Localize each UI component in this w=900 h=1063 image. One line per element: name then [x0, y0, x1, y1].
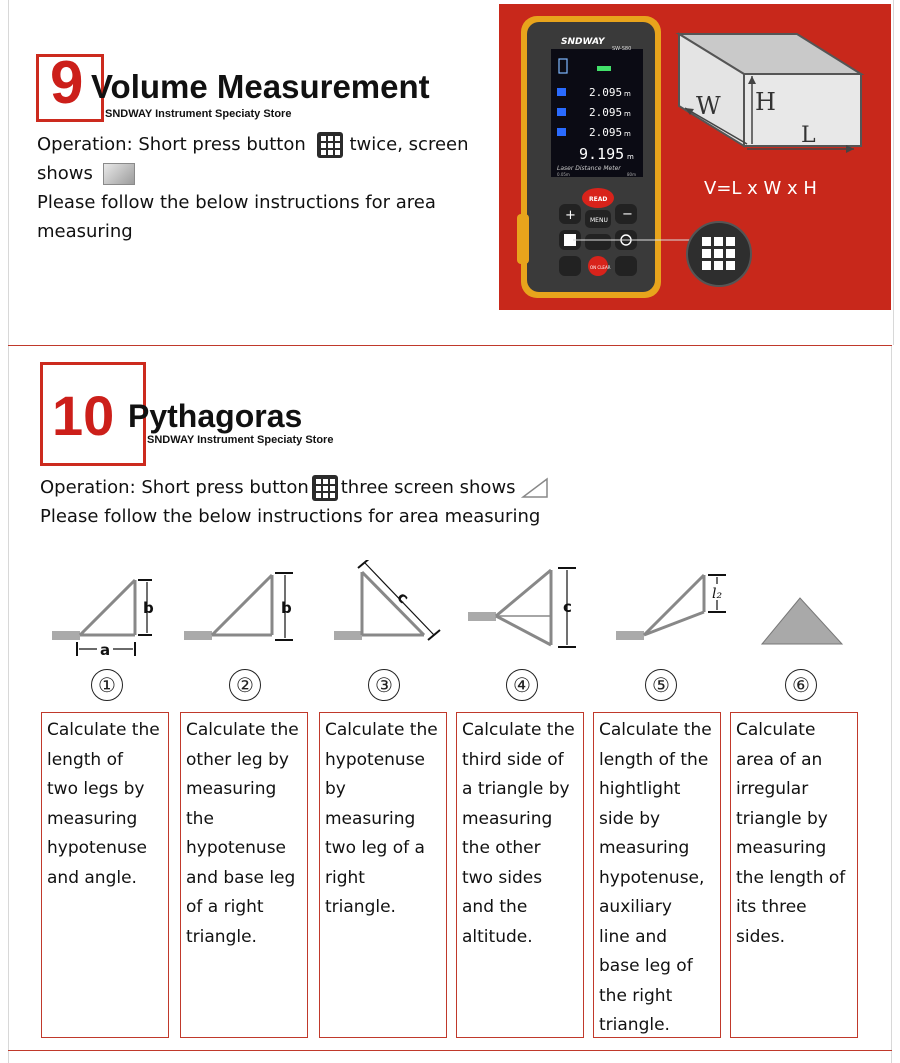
- step-3-line: triangle.: [325, 897, 396, 917]
- volume-screen-icon: [103, 163, 135, 185]
- step-description-1: [41, 712, 169, 1038]
- diagram-4: [466, 560, 596, 660]
- screen-result-unit: m: [627, 153, 634, 161]
- op-text-2: shows: [37, 163, 93, 184]
- step-description-5: [593, 712, 721, 1038]
- screen-result: 9.195: [579, 145, 625, 163]
- step-2-line: of a right: [186, 897, 264, 917]
- step-4-line: a triangle by: [462, 779, 570, 799]
- step-2-line: other leg by: [186, 749, 289, 770]
- volume-formula: V=L x W x H: [704, 178, 817, 199]
- section-9-title: Volume Measurement: [91, 68, 430, 105]
- step-5-line: the right: [599, 985, 673, 1006]
- screen-unit-2: m: [624, 110, 631, 118]
- product-photo-panel: [499, 4, 891, 310]
- screen-range-max: 80m: [627, 172, 636, 177]
- diagram-1-label-b: b: [143, 599, 154, 617]
- op10-text-1a: Operation: Short press button: [40, 477, 309, 498]
- step-number-3: ③: [368, 669, 400, 701]
- level-button[interactable]: [585, 234, 611, 250]
- step-5-line: auxiliary: [599, 897, 672, 917]
- step-number-2: ②: [229, 669, 261, 701]
- step-number-5: ⑤: [645, 669, 677, 701]
- step-5-line: base leg of: [599, 956, 693, 976]
- device-model: SW-S80: [612, 46, 632, 52]
- step-1-line: two legs by: [47, 779, 145, 799]
- step-4-line: measuring: [462, 808, 553, 829]
- diagram-5-label-l2: l₂: [712, 586, 723, 602]
- step-6-line: measuring: [736, 838, 827, 858]
- step-2-line: the: [186, 808, 214, 829]
- step-2-line: Calculate the: [186, 720, 299, 740]
- save-button[interactable]: [615, 256, 637, 276]
- step-1-line: measuring: [47, 808, 138, 829]
- op-text-4: measuring: [37, 221, 133, 242]
- step-6-line: irregular: [736, 779, 809, 799]
- step-5-line: line and: [599, 926, 668, 947]
- step-3-line: by: [325, 779, 346, 799]
- diagram-2: [182, 560, 312, 660]
- step-4-line: and the: [462, 897, 528, 917]
- box-label-h: H: [755, 88, 776, 116]
- step-3-line: right: [325, 867, 365, 888]
- screen-caption: Laser Distance Meter: [557, 165, 621, 172]
- step-5-line: side by: [599, 808, 661, 829]
- step-2-line: triangle.: [186, 926, 257, 947]
- diagram-1-label-a: a: [100, 641, 111, 659]
- section-10-operation: [40, 473, 640, 531]
- diagram-1: [50, 560, 180, 660]
- step-number-1: ①: [91, 669, 123, 701]
- step-5-line: measuring: [599, 838, 690, 858]
- function-button-icon: [312, 475, 338, 501]
- box-label-w: W: [696, 92, 721, 120]
- step-4-line: third side of: [462, 749, 564, 770]
- step-6-line: triangle by: [736, 808, 828, 829]
- op-text-1a: Operation: Short press button: [37, 134, 306, 155]
- step-5-line: hightlight: [599, 779, 681, 799]
- diagram-5: [614, 560, 744, 660]
- step-1-line: Calculate the: [47, 720, 160, 740]
- step-5-line: Calculate the: [599, 720, 712, 740]
- screen-reading-3: 2.095: [589, 126, 623, 139]
- step-number-4: ④: [506, 669, 538, 701]
- step-3-line: hypotenuse: [325, 749, 426, 770]
- diagram-3: [332, 560, 462, 660]
- read-label: READ: [589, 196, 608, 203]
- section-9-store: SNDWAY Instrument Speciaty Store: [105, 108, 292, 120]
- section-9-operation: [37, 130, 497, 246]
- device-brand: SNDWAY: [561, 37, 605, 47]
- screen-reading-1: 2.095: [589, 86, 623, 99]
- section-10-number: 10: [52, 384, 115, 447]
- pythagoras-screen-icon: [521, 477, 549, 499]
- step-5-line: hypotenuse,: [599, 867, 705, 888]
- step-1-line: length of: [47, 749, 123, 770]
- step-description-2: [180, 712, 308, 1038]
- diagram-6: [752, 560, 882, 660]
- step-2-line: and base leg: [186, 867, 296, 888]
- step-number-6: ⑥: [785, 669, 817, 701]
- clear-label: ON CLEAR: [590, 265, 611, 270]
- screen-reading-2: 2.095: [589, 106, 623, 119]
- step-3-line: Calculate the: [325, 720, 438, 740]
- diagram-4-label-c: c: [563, 598, 572, 616]
- svg-text:+: +: [565, 208, 576, 223]
- box-label-l: L: [801, 123, 816, 148]
- step-description-4: [456, 712, 584, 1038]
- step-description-6: [730, 712, 858, 1038]
- screen-unit-1: m: [624, 90, 631, 98]
- step-4-line: the other: [462, 838, 541, 858]
- step-3-line: two leg of a: [325, 838, 425, 858]
- step-6-line: area of an: [736, 749, 823, 770]
- step-5-line: triangle.: [599, 1015, 670, 1035]
- step-4-line: altitude.: [462, 926, 533, 947]
- step-1-line: hypotenuse: [47, 838, 148, 858]
- step-6-line: sides.: [736, 926, 786, 947]
- product-illustration: [499, 4, 891, 310]
- bottom-divider: [8, 1050, 892, 1051]
- step-6-line: Calculate: [736, 720, 816, 740]
- svg-text:−: −: [622, 207, 633, 222]
- op-text-1b: twice, screen: [349, 134, 469, 155]
- menu-label: MENU: [590, 217, 608, 224]
- step-4-line: two sides: [462, 867, 543, 888]
- section-10-title: Pythagoras: [128, 398, 303, 434]
- step-2-line: measuring: [186, 779, 277, 799]
- diagram-2-label-b: b: [281, 599, 292, 617]
- area-volume-button-icon: [317, 132, 343, 158]
- op10-text-2: Please follow the below instructions for area measuring: [40, 506, 541, 527]
- op10-text-1b: three screen shows: [340, 477, 516, 498]
- screen-range-min: 0.05m: [557, 172, 570, 177]
- step-description-3: [319, 712, 447, 1038]
- screen-unit-3: m: [624, 130, 631, 138]
- step-2-line: hypotenuse: [186, 838, 287, 858]
- step-1-line: and angle.: [47, 867, 137, 888]
- timer-button[interactable]: [559, 256, 581, 276]
- step-4-line: Calculate the: [462, 720, 575, 740]
- diagram-3-label-c: c: [393, 588, 413, 608]
- step-3-line: measuring: [325, 808, 416, 829]
- section-9-number: 9: [50, 49, 84, 116]
- section-10-store: SNDWAY Instrument Speciaty Store: [147, 434, 334, 446]
- step-6-line: the length of: [736, 867, 846, 888]
- step-6-line: its three: [736, 897, 807, 917]
- step-5-line: length of the: [599, 749, 709, 770]
- op-text-3: Please follow the below instructions for area: [37, 192, 436, 213]
